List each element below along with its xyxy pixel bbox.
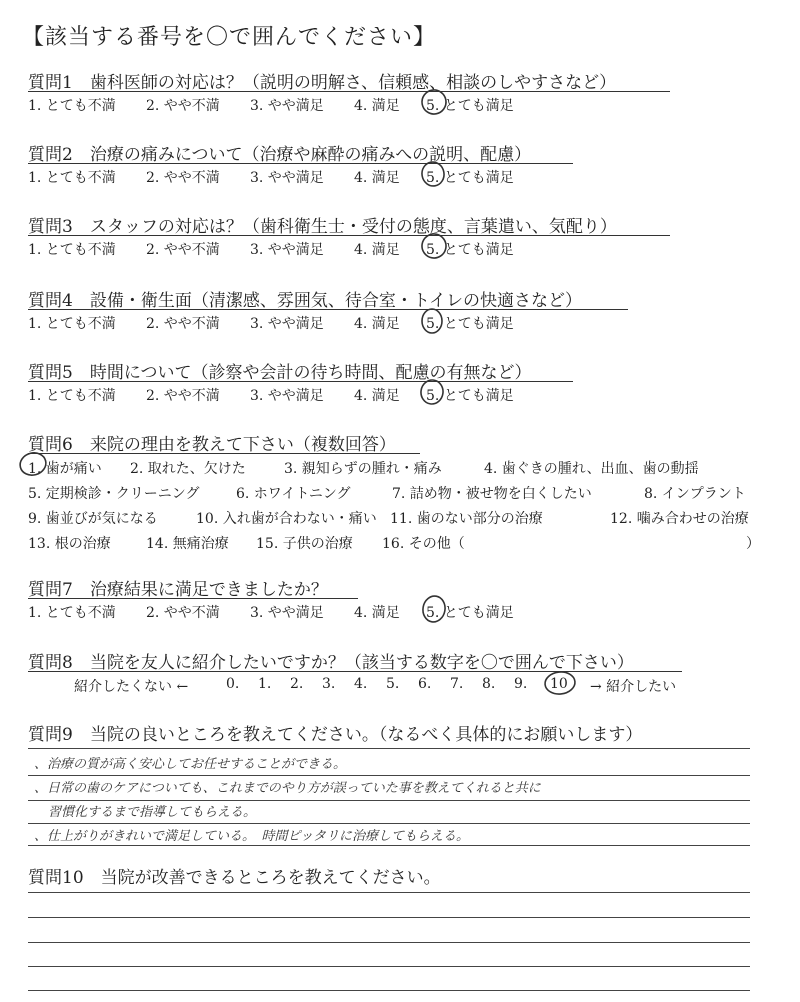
q8-opt-10[interactable]: 10 [550,676,568,692]
q1-opt-5[interactable]: 5. とても満足 [426,98,514,114]
question-10-label: 質問10 [28,868,84,888]
q3-opt-2[interactable]: 2. やや不満 [146,242,220,258]
question-8-label: 質問8 [28,653,73,673]
q8-opt-5[interactable]: 5. [386,676,400,692]
q7-opt-3[interactable]: 3. やや満足 [250,605,324,621]
question-10-text: 当院が改善できるところを教えてください。 [100,868,441,888]
question-1-label: 質問1 [28,73,73,93]
question-3-text: スタッフの対応は？（歯科衛生士・受付の態度、言葉遣い、気配り） [89,217,617,237]
q4-opt-2[interactable]: 2. やや不満 [146,316,220,332]
q1-opt-4[interactable]: 4. 満足 [354,98,400,114]
question-5-text: 時間について（診察や会計の待ち時間、配慮の有無など） [89,363,532,383]
question-1-text: 歯科医師の対応は？（説明の明解さ、信頼感、相談のしやすさなど） [89,73,617,93]
q4-opt-1[interactable]: 1. とても不満 [28,316,116,332]
q6-opt-16[interactable]: 16. その他（ [382,536,465,552]
q8-opt-8[interactable]: 8. [482,676,496,692]
question-4-label: 質問4 [28,291,73,311]
q4-opt-5[interactable]: 5. とても満足 [426,316,514,332]
q10-answer-line-3[interactable] [28,942,750,943]
q1-opt-1[interactable]: 1. とても不満 [28,98,116,114]
question-1 [28,68,616,93]
q10-answer-line-5[interactable] [28,990,750,991]
question-9-label: 質問9 [28,725,73,745]
question-4-text: 設備・衛生面（清潔感、雰囲気、待合室・トイレの快適さなど） [89,291,582,311]
q6-opt-1[interactable]: 1. 歯が痛い [28,461,102,477]
question-6-text: 来院の理由を教えて下さい（複数回答） [89,435,396,455]
q6-other-close: ） [746,536,760,552]
q3-opt-4[interactable]: 4. 満足 [354,242,400,258]
q6-opt-15[interactable]: 15. 子供の治療 [256,536,353,552]
page-title: 【該当する番号を〇で囲んでください】 [22,25,437,50]
q8-opt-9[interactable]: 9. [514,676,528,692]
question-7-label: 質問7 [28,580,73,600]
question-7 [28,575,328,600]
question-5-label: 質問5 [28,363,73,383]
q6-opt-6[interactable]: 6. ホワイトニング [236,486,351,502]
q5-opt-4[interactable]: 4. 満足 [354,388,400,404]
q7-opt-5[interactable]: 5. とても満足 [426,605,514,621]
q6-opt-5[interactable]: 5. 定期検診・クリーニング [28,486,200,502]
q8-opt-6[interactable]: 6. [418,676,432,692]
q6-opt-4[interactable]: 4. 歯ぐきの腫れ、出血、歯の動揺 [484,461,699,477]
q3-opt-3[interactable]: 3. やや満足 [250,242,324,258]
q4-opt-4[interactable]: 4. 満足 [354,316,400,332]
q8-opt-4[interactable]: 4. [354,676,368,692]
q4-opt-3[interactable]: 3. やや満足 [250,316,324,332]
q8-opt-3[interactable]: 3. [322,676,336,692]
question-6 [28,430,396,455]
q2-opt-3[interactable]: 3. やや満足 [250,170,324,186]
q5-opt-5[interactable]: 5. とても満足 [426,388,514,404]
q3-opt-1[interactable]: 1. とても不満 [28,242,116,258]
question-2-text: 治療の痛みについて（治療や麻酔の痛みへの説明、配慮） [89,145,532,165]
q9-answer-line-2: 、日常の歯のケアについても、これまでのやり方が誤っていた事を教えてくれると共に [34,781,541,796]
q2-opt-4[interactable]: 4. 満足 [354,170,400,186]
question-8 [28,648,634,673]
q6-opt-9[interactable]: 9. 歯並びが気になる [28,511,158,527]
q5-opt-2[interactable]: 2. やや不満 [146,388,220,404]
q6-opt-8[interactable]: 8. インプラント [644,486,746,502]
question-2-label: 質問2 [28,145,73,165]
question-8-text: 当院を友人に紹介したいですか？（該当する数字を〇で囲んで下さい） [89,653,634,673]
q3-opt-5[interactable]: 5. とても満足 [426,242,514,258]
q6-opt-7[interactable]: 7. 詰め物・被せ物を白くしたい [392,486,592,502]
q10-answer-line-2[interactable] [28,917,750,918]
q8-opt-2[interactable]: 2. [290,676,304,692]
q6-opt-3[interactable]: 3. 親知らずの腫れ・痛み [284,461,442,477]
question-9 [28,720,642,745]
q6-opt-2[interactable]: 2. 取れた、欠けた [130,461,246,477]
question-5 [28,358,532,383]
question-9-text: 当院の良いところを教えてください。（なるべく具体的にお願いします） [89,725,643,745]
q2-opt-2[interactable]: 2. やや不満 [146,170,220,186]
question-3 [28,212,617,237]
q1-opt-3[interactable]: 3. やや満足 [250,98,324,114]
q6-opt-13[interactable]: 13. 根の治療 [28,536,111,552]
q7-opt-4[interactable]: 4. 満足 [354,605,400,621]
q5-opt-1[interactable]: 1. とても不満 [28,388,116,404]
question-6-label: 質問6 [28,435,73,455]
q9-answer-line-3: 習慣化するまで指導してもらえる。 [48,805,257,820]
q6-opt-10[interactable]: 10. 入れ歯が合わない・痛い [196,511,377,527]
q10-answer-line-4[interactable] [28,966,750,967]
q7-opt-2[interactable]: 2. やや不満 [146,605,220,621]
q6-opt-12[interactable]: 12. 噛み合わせの治療 [610,511,749,527]
q2-opt-5[interactable]: 5. とても満足 [426,170,514,186]
q2-opt-1[interactable]: 1. とても不満 [28,170,116,186]
q8-opt-7[interactable]: 7. [450,676,464,692]
q5-opt-3[interactable]: 3. やや満足 [250,388,324,404]
question-10 [28,863,441,888]
q8-right-label: → 紹介したい [590,679,677,695]
q8-left-label: 紹介したくない ← [74,679,189,695]
question-3-label: 質問3 [28,217,73,237]
q1-opt-2[interactable]: 2. やや不満 [146,98,220,114]
q7-opt-1[interactable]: 1. とても不満 [28,605,116,621]
q6-opt-14[interactable]: 14. 無痛治療 [146,536,229,552]
question-4 [28,286,582,311]
q6-opt-11[interactable]: 11. 歯のない部分の治療 [390,511,543,527]
q9-answer-line-4: 、仕上がりがきれいで満足している。 時間ピッタリに治療してもらえる。 [34,829,469,844]
q8-opt-0[interactable]: 0. [226,676,240,692]
q9-answer-line-1: 、治療の質が高く安心してお任せすることができる。 [34,757,347,772]
question-2 [28,140,531,165]
question-7-text: 治療結果に満足できましたか？ [89,580,328,600]
q10-answer-line-1[interactable] [28,892,750,893]
q8-opt-1[interactable]: 1. [258,676,272,692]
